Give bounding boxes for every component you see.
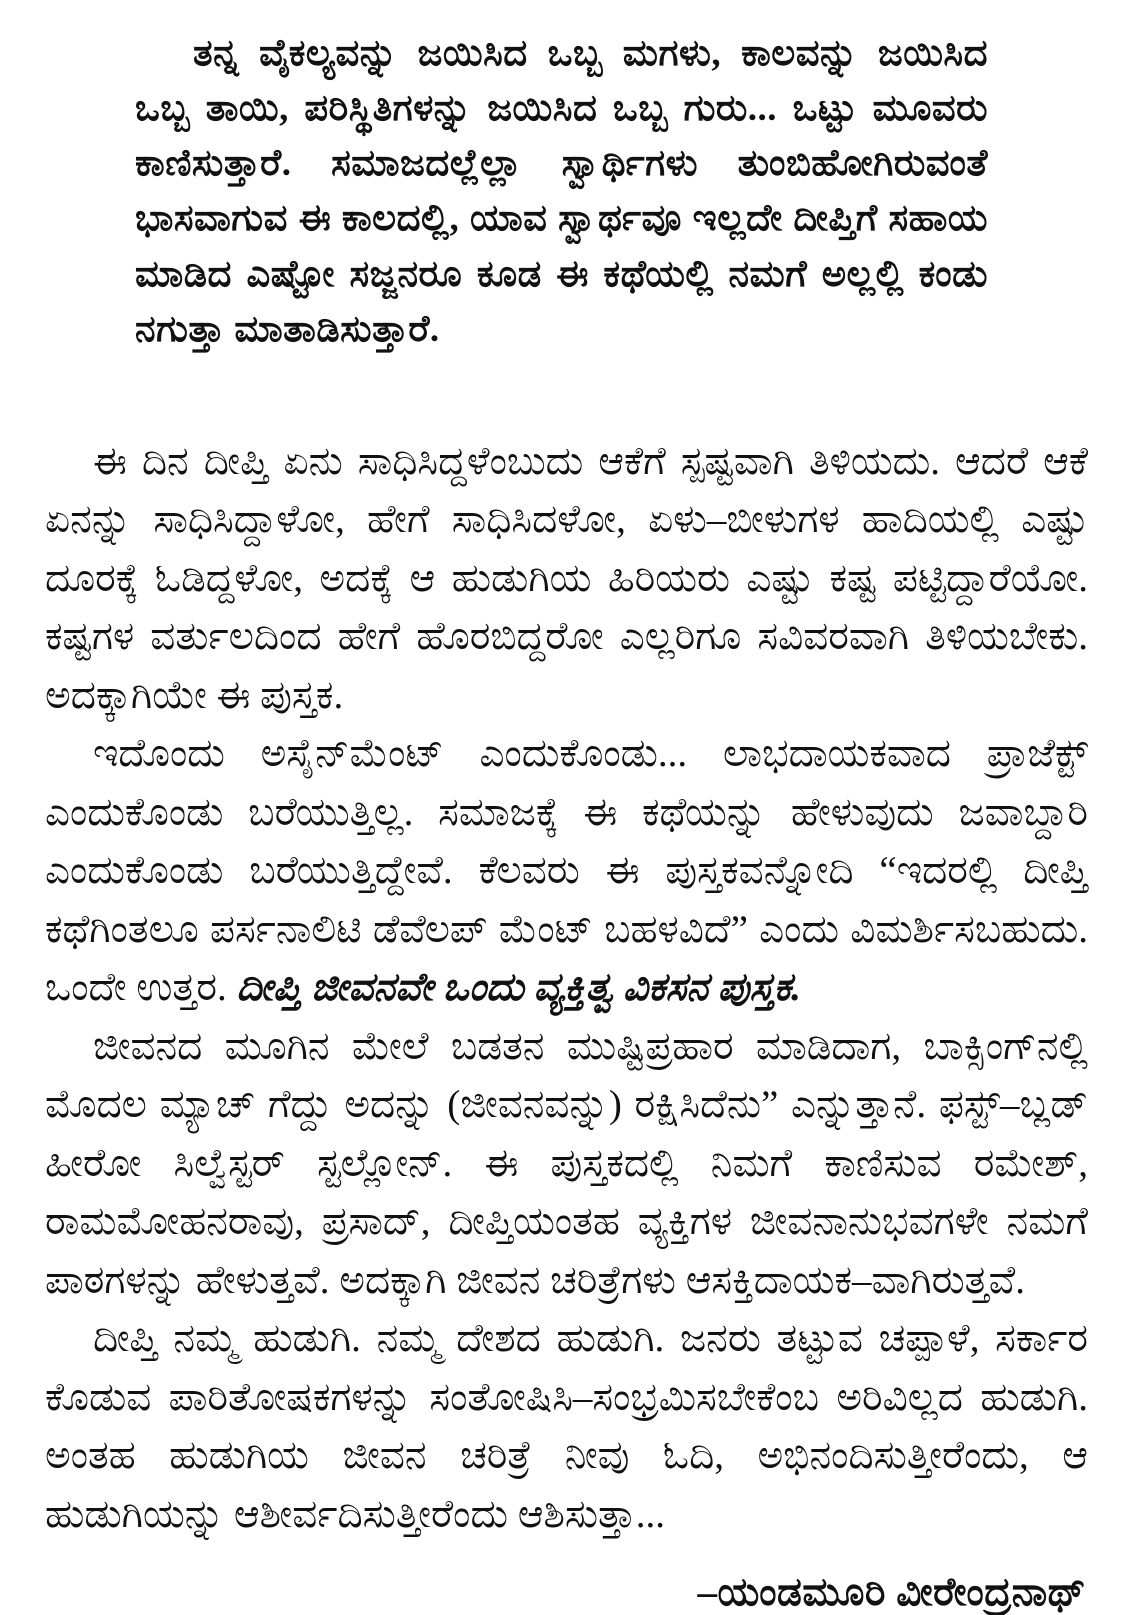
paragraph-text: ಜೀವನದ ಮೂಗಿನ ಮೇಲೆ ಬಡತನ ಮುಷ್ಟಿಪ್ರಹಾರ ಮಾಡಿದಾಗ, ಬಾಕ್ಸಿಂಗ್‌ನಲ್ಲಿ ಮೊದಲ ಮ್ಯಾಚ್ ಗೆದ್ದು ಅದನ್ನು (ಜೀವನವನ್ನು) ರಕ್ಷಿಸಿದೆನು” ಎನ್ನುತ್ತಾನೆ. ಫಸ್ಟ್–ಬ್ಲಡ್ ಹೀರೋ ಸಿಲ್ವೆಸ್ಟರ್ ಸ್ಟಲ್ಲೋನ್. ಈ ಪುಸ್ತಕದಲ್ಲಿ ನಿಮಗೆ ಕಾಣಿಸುವ ರಮೇಶ್, ರಾಮಮೋಹನರಾವು, ಪ್ರಸಾದ್, ದೀಪ್ತಿಯಂತಹ ವ್ಯಕ್ತಿಗಳ ಜೀವನಾನುಭವಗಳೇ ನಮಗೆ ಪಾಠಗಳನ್ನು ಹೇಳುತ್ತವೆ. ಅದಕ್ಕಾಗಿ ಜೀವನ ಚರಿತ್ರೆಗಳು ಆಸಕ್ತಿದಾಯಕ–ವಾಗಿರುತ್ತವೆ. [45,1024,1088,1302]
preface-body [45,433,1088,1545]
paragraph [45,1018,1088,1311]
paragraph-text: ದೀಪ್ತಿ ನಮ್ಮ ಹುಡುಗಿ. ನಮ್ಮ ದೇಶದ ಹುಡುಗಿ. ಜನರು ತಟ್ಟುವ ಚಪ್ಪಾಳೆ, ಸರ್ಕಾರ ಕೊಡುವ ಪಾರಿತೋಷಕಗಳನ್ನು ಸಂತೋಷಿಸಿ–ಸಂಭ್ರಮಿಸಬೇಕೆಂಬ ಅರಿವಿಲ್ಲದ ಹುಡುಗಿ. ಅಂತಹ ಹುಡುಗಿಯ ಜೀವನ ಚರಿತ್ರೆ ನೀವು ಓದಿ, ಅಭಿನಂದಿಸುತ್ತೀರೆಂದು, ಆ ಹುಡುಗಿಯನ್ನು ಆಶೀರ್ವದಿಸುತ್ತೀರೆಂದು ಆಶಿಸುತ್ತಾ... [45,1317,1088,1536]
paragraph-text: ಇದೊಂದು ಅಸೈನ್‌ಮೆಂಟ್ ಎಂದುಕೊಂಡು... ಲಾಭದಾಯಕವಾದ ಪ್ರಾಜೆಕ್ಟ್ ಎಂದುಕೊಂಡು ಬರೆಯುತ್ತಿಲ್ಲ. ಸಮಾಜಕ್ಕೆ ಈ ಕಥೆಯನ್ನು ಹೇಳುವುದು ಜವಾಬ್ದಾರಿ ಎಂದುಕೊಂಡು ಬರೆಯುತ್ತಿದ್ದೇವೆ. ಕೆಲವರು ಈ ಪುಸ್ತಕವನ್ನೋದಿ “ಇದರಲ್ಲಿ ದೀಪ್ತಿ ಕಥೆಗಿಂತಲೂ ಪರ್ಸನಾಲಿಟಿ ಡೆವೆಲಪ್ ಮೆಂಟ್ ಬಹಳವಿದೆ” ಎಂದು ವಿಮರ್ಶಿಸಬಹುದು. ಒಂದೇ ಉತ್ತರ. [45,732,1088,1010]
paragraph [45,725,1088,1018]
author-signature: –ಯಂಡಮೂರಿ ವೀರೇಂದ್ರನಾಥ್ [697,1571,1086,1615]
paragraph [45,433,1088,726]
intro-paragraph: ತನ್ನ ವೈಕಲ್ಯವನ್ನು ಜಯಿಸಿದ ಒಬ್ಬ ಮಗಳು, ಕಾಲವನ್ನು ಜಯಿಸಿದ ಒಬ್ಬ ತಾಯಿ, ಪರಿಸ್ಥಿತಿಗಳನ್ನು ಜಯಿಸಿದ ಒಬ್ಬ ಗುರು... ಒಟ್ಟು ಮೂವರು ಕಾಣಿಸುತ್ತಾರೆ. ಸಮಾಜದಲ್ಲೆಲ್ಲಾ ಸ್ವಾರ್ಥಿಗಳು ತುಂಬಿಹೋಗಿರುವಂತೆ ಭಾಸವಾಗುವ ಈ ಕಾಲದಲ್ಲಿ, ಯಾವ ಸ್ವಾರ್ಥವೂ ಇಲ್ಲದೇ ದೀಪ್ತಿಗೆ ಸಹಾಯ ಮಾಡಿದ ಎಷ್ಟೋ ಸಜ್ಜನರೂ ಕೂಡ ಈ ಕಥೆಯಲ್ಲಿ ನಮಗೆ ಅಲ್ಲಲ್ಲಿ ಕಂಡು ನಗುತ್ತಾ ಮಾತಾಡಿಸುತ್ತಾರೆ. [135,33,988,350]
emphasis-sentence: ದೀಪ್ತಿ ಜೀವನವೇ ಒಂದು ವ್ಯಕ್ತಿತ್ವ ವಿಕಸನ ಪುಸ್ತಕ. [236,966,801,1010]
paragraph [45,1310,1088,1544]
paragraph-text: ಈ ದಿನ ದೀಪ್ತಿ ಏನು ಸಾಧಿಸಿದ್ದಳೆಂಬುದು ಆಕೆಗೆ ಸ್ಪಷ್ಟವಾಗಿ ತಿಳಿಯದು. ಆದರೆ ಆಕೆ ಏನನ್ನು ಸಾಧಿಸಿದ್ದಾಳೋ, ಹೇಗೆ ಸಾಧಿಸಿದಳೋ, ಏಳು–ಬೀಳುಗಳ ಹಾದಿಯಲ್ಲಿ ಎಷ್ಟು ದೂರಕ್ಕೆ ಓಡಿದ್ದಳೋ, ಅದಕ್ಕೆ ಆ ಹುಡುಗಿಯ ಹಿರಿಯರು ಎಷ್ಟು ಕಷ್ಟ ಪಟ್ಟಿದ್ದಾರೆಯೋ. ಕಷ್ಟಗಳ ವರ್ತುಲದಿಂದ ಹೇಗೆ ಹೊರಬಿದ್ದರೋ ಎಲ್ಲರಿಗೂ ಸವಿವರವಾಗಿ ತಿಳಿಯಬೇಕು. ಅದಕ್ಕಾಗಿಯೇ ಈ ಪುಸ್ತಕ. [45,439,1088,717]
